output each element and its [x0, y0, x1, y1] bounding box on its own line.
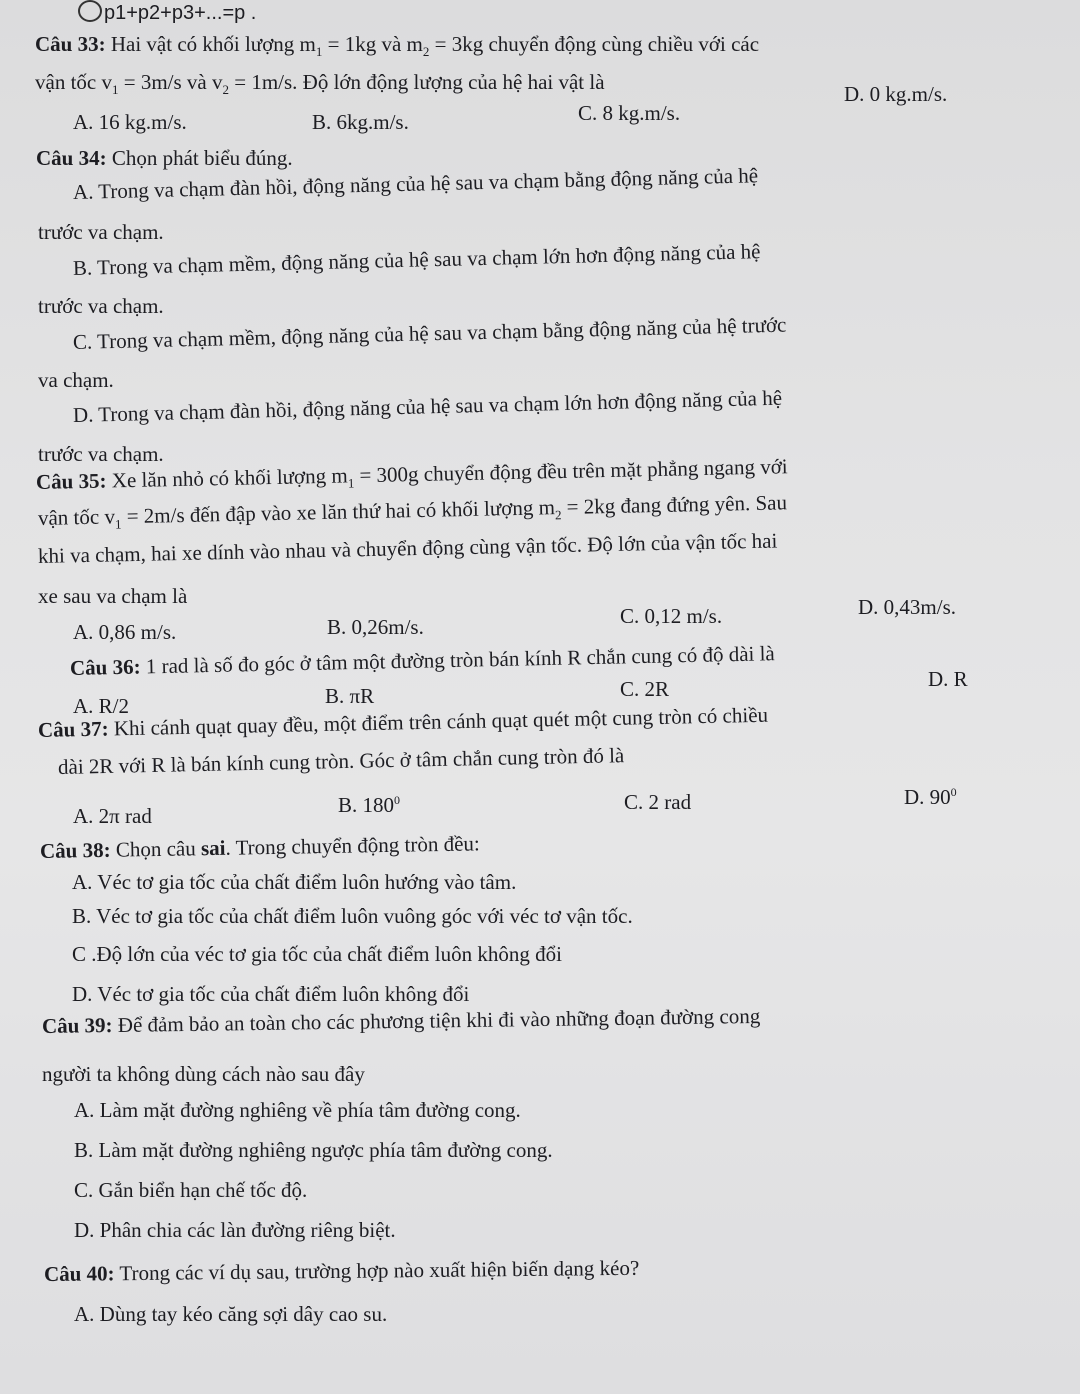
- q33-stem: = 3kg chuyển động cùng chiều với các: [429, 32, 760, 56]
- q34-option-a-cont: trước va chạm.: [38, 220, 164, 244]
- q38-stem: . Trong chuyển động tròn đều:: [225, 831, 480, 860]
- degree-superscript: 0: [950, 785, 957, 799]
- q38-option-d: D. Véc tơ gia tốc của chất điểm luôn không đổi: [72, 982, 470, 1006]
- q40-option-a: A. Dùng tay kéo căng sợi dây cao su.: [74, 1302, 388, 1326]
- q35-stem: = 2kg đang đứng yên. Sau: [561, 490, 788, 520]
- q34-option-c-cont: va chạm.: [38, 368, 114, 392]
- q35-stem: = 300g chuyển động đều trên mặt phẳng ngang với: [353, 454, 788, 488]
- q37-stem: Khi cánh quạt quay đều, một điểm trên cánh quạt quét một cung tròn có chiều: [113, 702, 769, 741]
- q37-option-a: A. 2π rad: [73, 804, 152, 828]
- q33-sub: 2: [422, 44, 430, 60]
- q36-stem: 1 rad là số đo góc ở tâm một đường tròn bán kính R chắn cung có độ dài là: [145, 641, 775, 679]
- q40-stem: Trong các ví dụ sau, trường hợp nào xuất hiện biến dạng kéo?: [119, 1255, 640, 1286]
- q34-label: Câu 34:: [36, 146, 107, 170]
- q34-option-c: C. Trong va chạm mềm, động năng của hệ sau va chạm bằng động năng của hệ trước: [72, 312, 787, 354]
- q34-option-b-cont: trước va chạm.: [38, 294, 164, 318]
- q40-label: Câu 40:: [43, 1261, 115, 1286]
- q37-b-text: B. 180: [338, 793, 395, 817]
- q35-line3: khi va chạm, hai xe dính vào nhau và chuyển động cùng vận tốc. Độ lớn của vận tốc hai: [37, 528, 778, 568]
- q39-stem: Để đảm bảo an toàn cho các phương tiện khi đi vào những đoạn đường cong: [117, 1003, 761, 1037]
- q33-sub: 1: [315, 44, 323, 60]
- q33-stem: Hai vật có khối lượng m: [110, 32, 316, 56]
- q39-option-d: D. Phân chia các làn đường riêng biệt.: [74, 1218, 396, 1242]
- q38-label: Câu 38:: [39, 837, 111, 863]
- q37-option-c: C. 2 rad: [624, 790, 692, 814]
- q33-option-a: A. 16 kg.m/s.: [73, 110, 187, 134]
- q37-option-d: [904, 786, 957, 808]
- q35-sub: 1: [347, 475, 355, 491]
- q36-option-d: D. R: [928, 667, 968, 691]
- q39-option-a: A. Làm mặt đường nghiêng về phía tâm đường cong.: [74, 1098, 521, 1122]
- q35-line2: [38, 492, 788, 532]
- q34-stem: Chọn phát biểu đúng.: [111, 146, 293, 170]
- q37-option-b: [338, 794, 400, 816]
- q36-option-a: A. R/2: [73, 694, 130, 718]
- q35-option-a: A. 0,86 m/s.: [73, 620, 177, 644]
- q35-option-b: B. 0,26m/s.: [327, 615, 424, 639]
- q35-line4: xe sau va chạm là: [38, 584, 188, 608]
- q38-stem-emphasis: sai: [200, 835, 226, 861]
- q36-label: Câu 36:: [69, 654, 141, 680]
- q34-line1: [36, 148, 293, 169]
- q36-line1: [70, 643, 775, 679]
- q36-option-b: B. πR: [325, 684, 375, 708]
- q33-line2: [35, 72, 605, 96]
- q33-option-b: B. 6kg.m/s.: [312, 110, 409, 134]
- q33-line1: [35, 34, 759, 58]
- q36-option-c: C. 2R: [620, 677, 670, 701]
- q33-stem: = 3m/s và v: [118, 70, 223, 94]
- q35-option-c: C. 0,12 m/s.: [620, 604, 723, 628]
- q37-line1: [37, 702, 769, 742]
- q38-line1: [40, 833, 480, 862]
- q38-option-a: A. Véc tơ gia tốc của chất điểm luôn hướng vào tâm.: [72, 870, 517, 894]
- q37-d-text: D. 90: [904, 785, 951, 809]
- q35-stem: vận tốc v: [37, 504, 116, 530]
- q34-option-d: D. Trong va chạm đàn hồi, động năng của hệ sau va chạm lớn hơn động năng của hệ: [72, 385, 783, 427]
- q33-stem: = 1kg và m: [322, 32, 423, 56]
- q33-label: Câu 33:: [35, 32, 106, 56]
- q33-stem: vận tốc v: [35, 70, 112, 94]
- q35-label: Câu 35:: [35, 468, 107, 494]
- q33-sub: 1: [111, 82, 119, 98]
- header-fragment: [78, 0, 256, 23]
- header-text: p1+p2+p3+...=p .: [104, 2, 257, 24]
- q40-line1: [43, 1255, 640, 1286]
- q38-option-c: C .Độ lớn của véc tơ gia tốc của chất điểm luôn không đổi: [72, 942, 562, 966]
- q38-stem: Chọn câu: [115, 836, 202, 862]
- q39-line2: người ta không dùng cách nào sau đây: [42, 1062, 365, 1086]
- q35-sub: 2: [554, 507, 562, 523]
- q35-stem: Xe lăn nhỏ có khối lượng m: [111, 463, 348, 493]
- q35-stem: = 2m/s đến đập vào xe lăn thứ hai có khối lượng m: [121, 495, 556, 529]
- q39-option-b: B. Làm mặt đường nghiêng ngược phía tâm đường cong.: [74, 1138, 553, 1162]
- q39-option-c: C. Gắn biển hạn chế tốc độ.: [74, 1178, 308, 1202]
- q38-option-b: B. Véc tơ gia tốc của chất điểm luôn vuông góc với véc tơ vận tốc.: [72, 904, 633, 928]
- q35-sub: 1: [114, 516, 122, 532]
- q33-option-c: C. 8 kg.m/s.: [578, 101, 681, 125]
- q35-option-d: D. 0,43m/s.: [858, 595, 957, 619]
- circled-b-icon: [78, 0, 102, 22]
- q33-option-d: D. 0 kg.m/s.: [844, 82, 948, 106]
- q33-sub: 2: [222, 82, 229, 98]
- q34-option-b: B. Trong va chạm mềm, động năng của hệ sau va chạm lớn hơn động năng của hệ: [72, 239, 761, 280]
- q37-label: Câu 37:: [37, 716, 109, 742]
- q33-stem: = 1m/s. Độ lớn động lượng của hệ hai vật là: [229, 70, 605, 94]
- q39-line1: [41, 1003, 761, 1038]
- q39-label: Câu 39:: [41, 1013, 113, 1038]
- q34-option-d-cont: trước va chạm.: [38, 442, 164, 466]
- q37-line2: dài 2R với R là bán kính cung tròn. Góc ở tâm chắn cung tròn đó là: [57, 743, 625, 779]
- degree-superscript: 0: [394, 793, 401, 807]
- q34-option-a: A. Trong va chạm đàn hồi, động năng của hệ sau va chạm bằng động năng của hệ: [72, 163, 759, 204]
